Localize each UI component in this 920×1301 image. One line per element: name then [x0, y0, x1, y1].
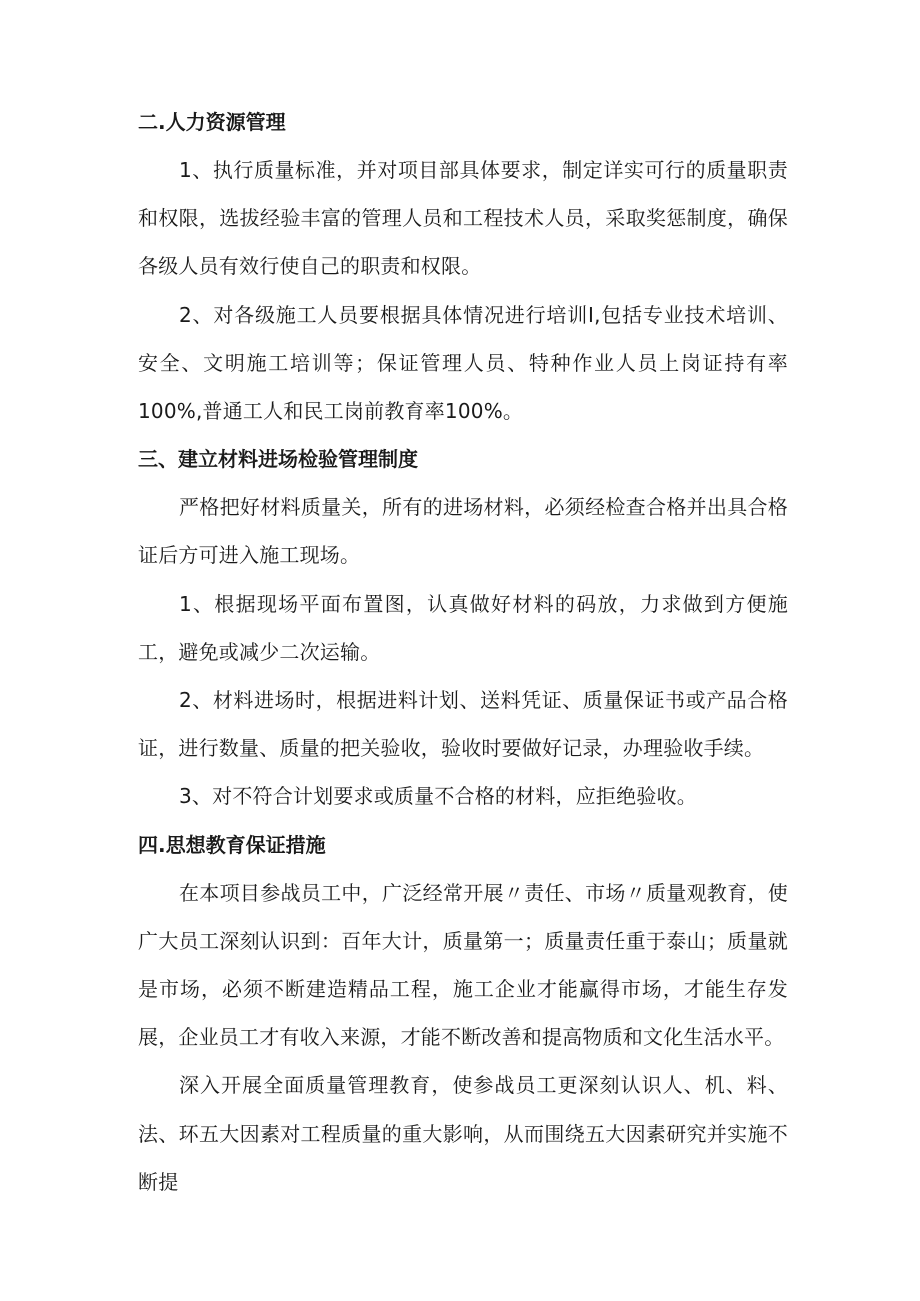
- section-heading: 二.人力资源管理: [138, 110, 286, 134]
- section-material-inspection: [138, 435, 788, 820]
- section-human-resources: [138, 98, 788, 435]
- section-ideological-education: [138, 821, 788, 1206]
- section-heading: 四.思想教育保证措施: [138, 832, 326, 857]
- paragraph: 严格把好材料质量关，所有的进场材料，必须经检查合格并出具合格证后方可进入施工现场。: [138, 495, 788, 568]
- document-body: [138, 98, 788, 1206]
- paragraph: 深入开展全面质量管理教育，使参战员工更深刻认识人、机、料、法、环五大因素对工程质量的重大影响，从而围绕五大因素研究并实施不断提: [138, 1073, 788, 1194]
- paragraph: 1、执行质量标准，并对项目部具体要求，制定详实可行的质量职责和权限，选拔经验丰富的管理人员和工程技术人员，采取奖惩制度，确保各级人员有效行使自己的职责和权限。: [138, 158, 788, 279]
- paragraph: 1、根据现场平面布置图，认真做好材料的码放，力求做到方便施工，避免或减少二次运输。: [138, 591, 788, 664]
- paragraph: 2、对各级施工人员要根据具体情况进行培训I,包括专业技术培训、安全、文明施工培训等；保证管理人员、特种作业人员上岗证持有率100%,普通工人和民工岗前教育率100%。: [138, 302, 788, 424]
- paragraph: 3、对不符合计划要求或质量不合格的材料，应拒绝验收。: [179, 784, 697, 809]
- section-heading: 三、建立材料进场检验管理制度: [138, 447, 418, 472]
- paragraph: 在本项目参战员工中，广泛经常开展〃责任、市场〃质量观教育，使广大员工深刻认识到：百年大计，质量第一；质量责任重于泰山；质量就是市场，必须不断建造精品工程，施工企业才能赢得市场，才能生存发展，企业员工才有收入来源，才能不断改善和提高物质和文化生活水平。: [138, 880, 788, 1050]
- paragraph: 2、材料进场时，根据进料计划、送料凭证、质量保证书或产品合格证，进行数量、质量的把关验收，验收时要做好记录，办理验收手续。: [138, 688, 788, 761]
